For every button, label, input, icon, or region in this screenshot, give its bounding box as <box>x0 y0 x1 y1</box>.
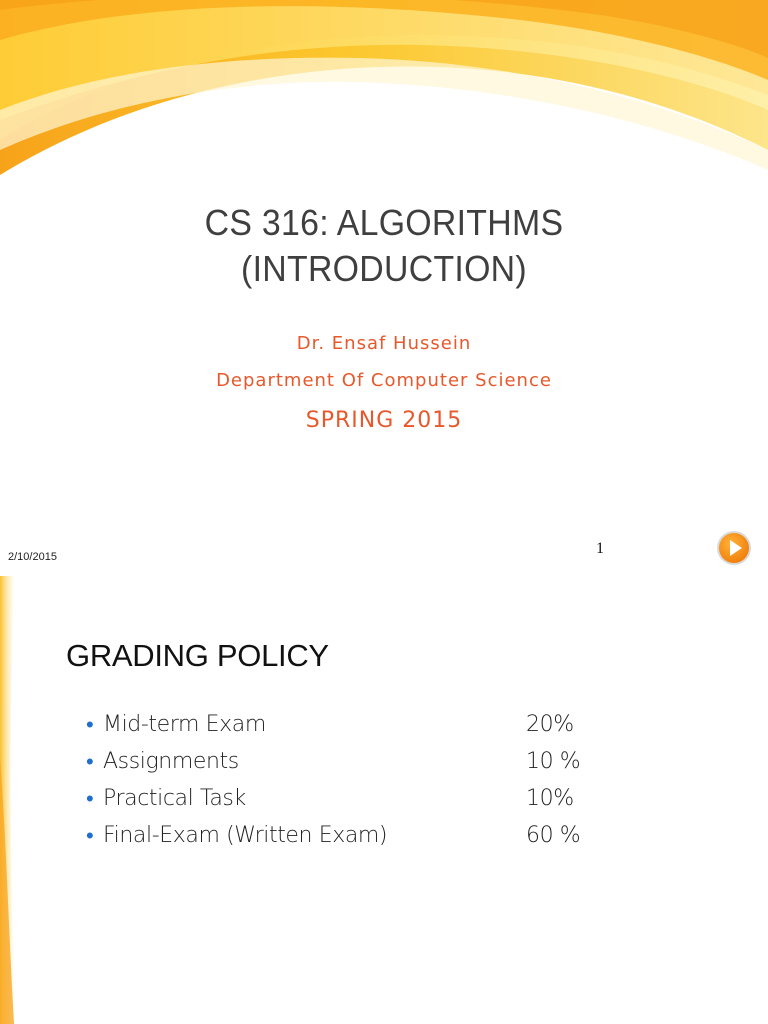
grade-item-label: Mid-term Exam <box>103 712 266 737</box>
term: SPRING 2015 <box>305 408 463 433</box>
grade-item-value: 10 % <box>526 749 581 774</box>
author-name: Dr. Ensaf Hussein <box>296 333 472 354</box>
grading-list <box>86 712 606 860</box>
title-line-2: (INTRODUCTION) <box>241 248 527 289</box>
list-item <box>86 823 606 860</box>
slide-date: 2/10/2015 <box>8 551 57 563</box>
list-item <box>86 786 606 823</box>
slide-title <box>23 200 745 292</box>
bullet-icon: • <box>86 787 94 812</box>
grade-item-value: 10% <box>526 786 574 811</box>
page-number: 1 <box>596 540 604 557</box>
bullet-icon: • <box>86 824 94 849</box>
list-item <box>86 749 606 786</box>
grading-slide <box>0 576 768 1024</box>
department: Department Of Computer Science <box>216 370 552 391</box>
grade-item-value: 20% <box>526 712 574 737</box>
play-icon[interactable] <box>716 530 752 566</box>
bullet-icon: • <box>86 713 94 738</box>
title-line-1: CS 316: ALGORITHMS <box>204 202 564 243</box>
bullet-icon: • <box>86 750 94 775</box>
grade-item-label: Final-Exam (Written Exam) <box>103 823 388 848</box>
grade-item-label: Practical Task <box>103 786 246 811</box>
grade-item-value: 60 % <box>526 823 581 848</box>
grade-item-label: Assignments <box>103 749 239 774</box>
slide-heading: GRADING POLICY <box>66 638 329 673</box>
list-item <box>86 712 606 749</box>
